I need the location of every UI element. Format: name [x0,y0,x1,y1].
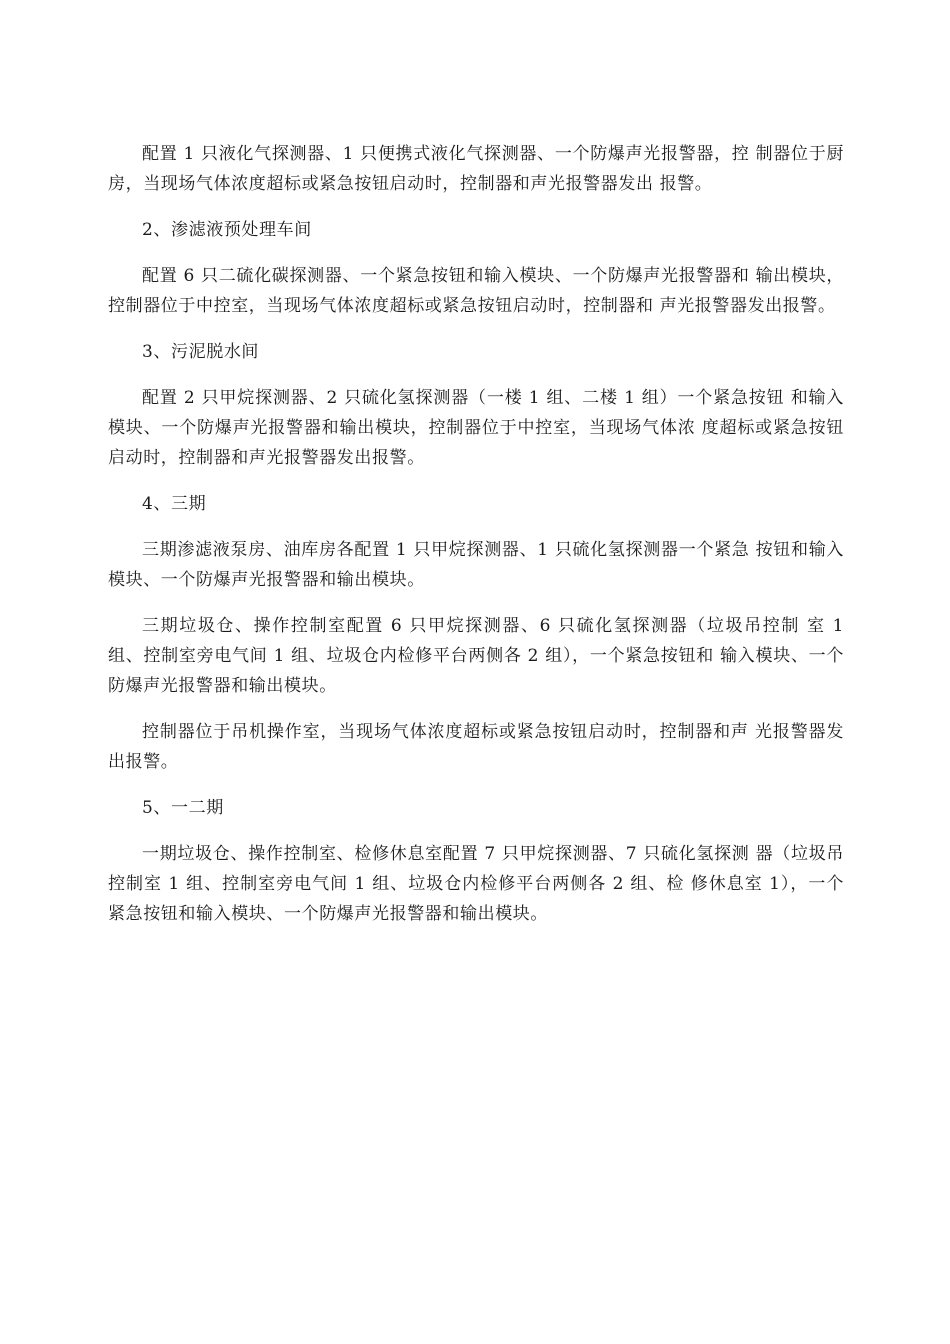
section-heading-5: 5、一二期 [142,798,224,818]
paragraph-sludge-dewatering: 配置 2 只甲烷探测器、2 只硫化氢探测器（一楼 1 组、二楼 1 组）一个紧急按钮 和输入模块、一个防爆声光报警器和输出模块，控制器位于中控室，当现场气体浓 度超标或紧急按钮启动时，控制器和声光报警器发出报警。 [108,388,844,468]
section-heading-3: 3、污泥脱水间 [142,342,260,362]
paragraph-leachate-workshop: 配置 6 只二硫化碳探测器、一个紧急按钮和输入模块、一个防爆声光报警器和 输出模块，控制器位于中控室，当现场气体浓度超标或紧急按钮启动时，控制器和 声光报警器发出报警。 [108,266,844,316]
paragraph-phase3-garbage-pit: 三期垃圾仓、操作控制室配置 6 只甲烷探测器、6 只硫化氢探测器（垃圾吊控制 室 1 组、控制室旁电气间 1 组、垃圾仓内检修平台两侧各 2 组），一个紧急按钮和 输入模块、一个防爆声光报警器和输出模块。 [108,616,844,696]
document-body [108,139,844,945]
paragraph-kitchen: 配置 1 只液化气探测器、1 只便携式液化气探测器、一个防爆声光报警器，控 制器位于厨房，当现场气体浓度超标或紧急按钮启动时，控制器和声光报警器发出 报警。 [108,144,844,194]
paragraph-phase3-controller: 控制器位于吊机操作室，当现场气体浓度超标或紧急按钮启动时，控制器和声 光报警器发出报警。 [108,722,844,772]
section-heading-4: 4、三期 [142,494,207,514]
paragraph-phase1-2: 一期垃圾仓、操作控制室、检修休息室配置 7 只甲烷探测器、7 只硫化氢探测 器（垃圾吊控制室 1 组、控制室旁电气间 1 组、垃圾仓内检修平台两侧各 2 组、检 修休息室 1），一个紧急按钮和输入模块、一个防爆声光报警器和输出模块。 [108,844,844,924]
paragraph-phase3-pump-room: 三期渗滤液泵房、油库房各配置 1 只甲烷探测器、1 只硫化氢探测器一个紧急 按钮和输入模块、一个防爆声光报警器和输出模块。 [108,540,844,590]
section-heading-2: 2、渗滤液预处理车间 [142,220,312,240]
